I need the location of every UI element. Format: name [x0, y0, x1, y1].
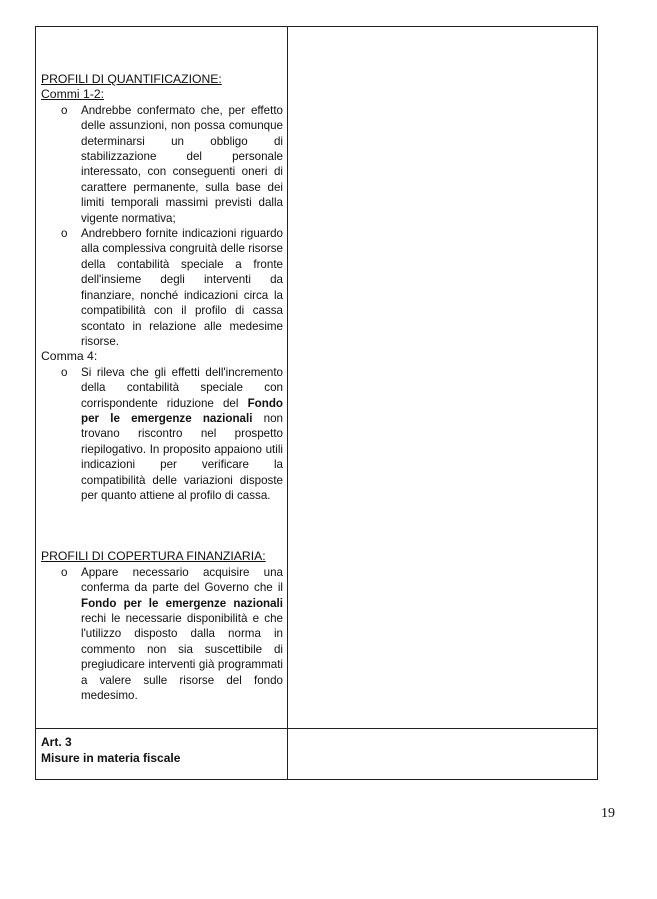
article-number: Art. 3: [41, 735, 72, 749]
bullet-icon: o: [61, 227, 68, 241]
list-item-text: Andrebbero fornite indicazioni riguardo alla complessiva congruità delle risorse della contabilità speciale a fronte dell'insieme degli interventi da finanziare, nonché indicazioni circa la compatibilità con il profilo di cassa scontato in relazione alle medesime risorse.: [81, 227, 283, 348]
fondo-emergenze-bold: Fondo per le emergenze nazionali: [81, 596, 283, 610]
comma-4-label: Comma 4:: [41, 349, 98, 364]
list-item-text: rechi le necessarie disponibilità e che l'utilizzo disposto dalla norma in commento non sia suscettibile di pregiudicare interventi già programmati a valere sulle risorse del fondo medesimo.: [81, 612, 283, 703]
bullet-icon: o: [61, 365, 68, 379]
commi-1-2-label: Commi 1-2:: [41, 87, 104, 102]
list-item-text: Appare necessario acquisire una conferma da parte del Governo che il: [81, 565, 283, 595]
page-number: 19: [601, 806, 615, 821]
bullet-icon: o: [61, 103, 68, 117]
commi-1-2-list: [41, 103, 283, 350]
list-item-text: non trovano riscontro nel prospetto riepilogativo. In proposito appaiono utili indicazioni per verificare la compatibilità delle variazioni disposte per quanto attiene al profilo di cassa.: [81, 411, 283, 502]
column-divider: [287, 27, 288, 779]
comma-4-list: [41, 365, 283, 504]
document-table: [35, 26, 598, 780]
row-divider: [36, 728, 597, 729]
list-item: [41, 226, 283, 349]
list-item: [41, 565, 283, 704]
list-item: [41, 103, 283, 226]
copertura-heading: PROFILI DI COPERTURA FINANZIARIA:: [41, 549, 266, 564]
article-cell: [41, 734, 180, 766]
bullet-icon: o: [61, 565, 68, 579]
list-item: [41, 365, 283, 504]
list-item-text: Si rileva che gli effetti dell'incremento della contabilità speciale con corrispondente riduzione del: [81, 365, 283, 410]
article-title: Misure in materia fiscale: [41, 751, 181, 765]
list-item-text: Andrebbe confermato che, per effetto delle assunzioni, non possa comunque determinarsi un obbligo di stabilizzazione del personale interessato, con conseguenti oneri di carattere permanente, sulla base dei limiti temporali massimi previsti dalla vigente normativa;: [81, 103, 283, 225]
quantificazione-heading: PROFILI DI QUANTIFICAZIONE:: [41, 72, 222, 86]
copertura-list: [41, 565, 283, 704]
fondo-emergenze-bold: Fondo per le emergenze nazionali: [81, 396, 283, 425]
left-cell-content: [41, 72, 283, 703]
